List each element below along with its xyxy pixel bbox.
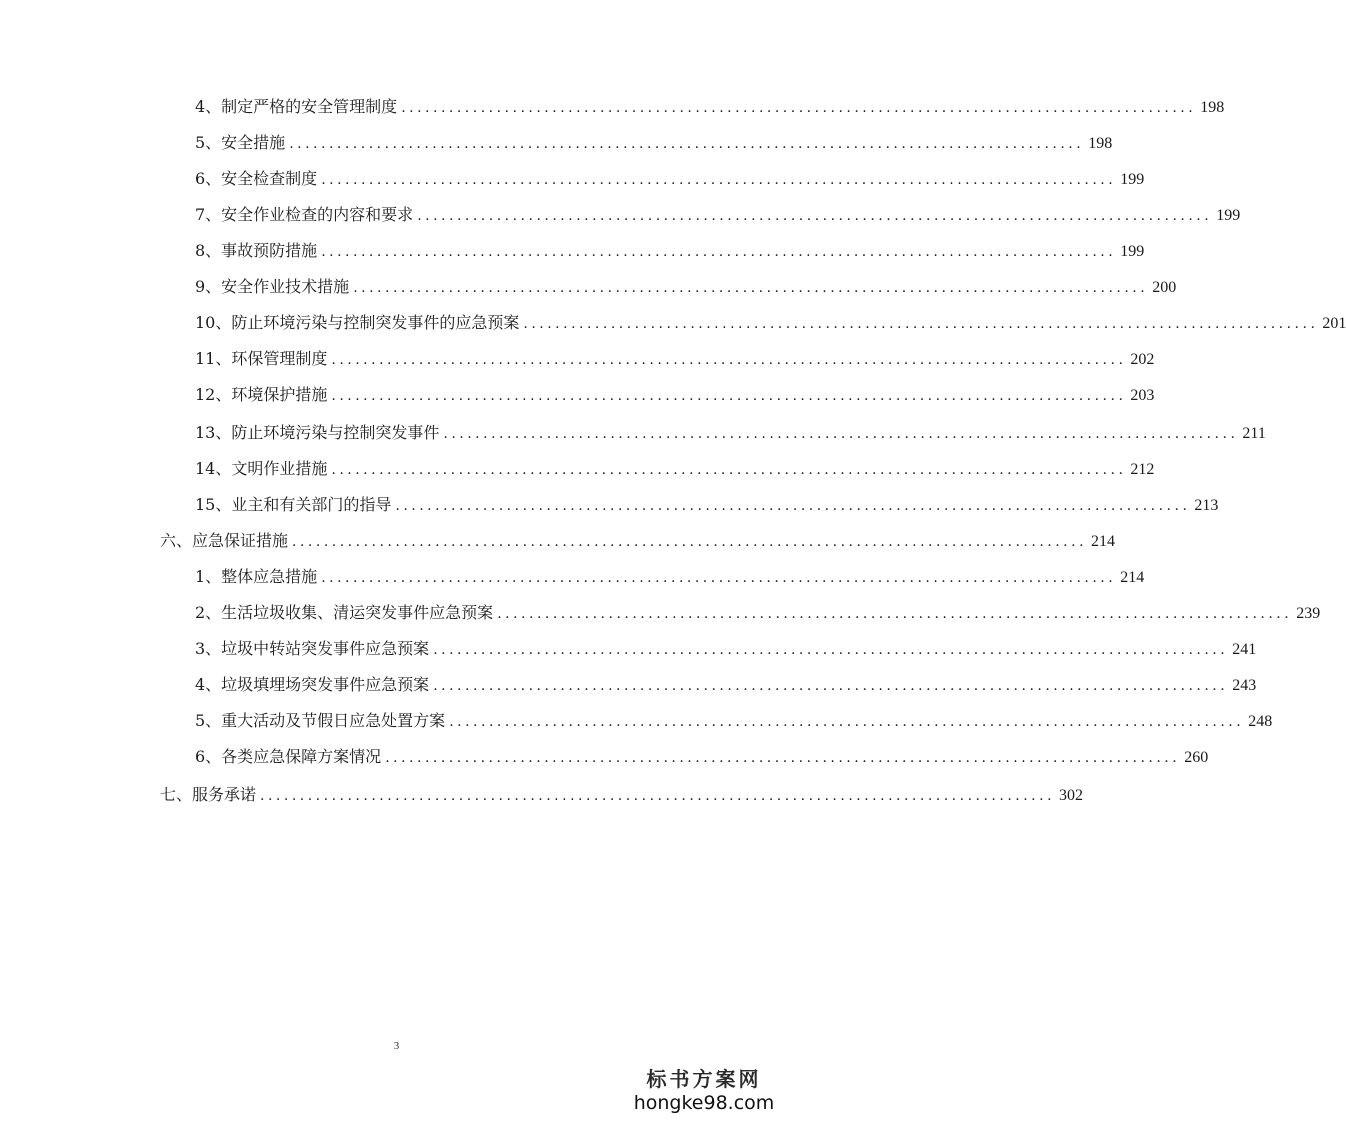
page-number: 3 <box>393 1040 400 1052</box>
toc-entry[interactable] <box>195 383 1155 407</box>
toc-leader-dots: .................................................................................................... <box>497 606 1293 622</box>
toc-entry-page: 199 <box>1120 243 1145 260</box>
toc-entry-title: 3、垃圾中转站突发事件应急预案 <box>195 639 430 658</box>
toc-leader-dots: .................................................................................................... <box>292 534 1088 550</box>
toc-leader-dots: .................................................................................................... <box>321 244 1117 260</box>
toc-entry-title: 5、安全措施 <box>195 133 286 152</box>
toc-entry[interactable] <box>195 421 1266 445</box>
toc-entry-page: 201 <box>1322 315 1346 332</box>
toc-leader-dots: .................................................................................................... <box>331 462 1127 478</box>
toc-entry-title: 15、业主和有关部门的指导 <box>195 495 392 514</box>
toc-entry[interactable] <box>195 709 1273 733</box>
toc-entry-page: 214 <box>1120 569 1145 586</box>
toc-leader-dots: .................................................................................................... <box>260 788 1056 804</box>
toc-entry[interactable] <box>195 673 1257 697</box>
toc-entry-chapter[interactable] <box>160 783 1084 807</box>
toc-leader-dots: .................................................................................................... <box>321 570 1117 586</box>
toc-entry[interactable] <box>195 239 1145 263</box>
toc-leader-dots: .................................................................................................... <box>385 750 1181 766</box>
toc-entry-title: 6、安全检查制度 <box>195 169 318 188</box>
toc-entry-title: 六、应急保证措施 <box>160 531 289 550</box>
toc-entry[interactable] <box>195 95 1225 119</box>
toc-leader-dots: .................................................................................................... <box>395 498 1191 514</box>
toc-leader-dots: .................................................................................................... <box>523 316 1319 332</box>
toc-entry-title: 10、防止环境污染与控制突发事件的应急预案 <box>195 313 520 332</box>
toc-entry-page: 212 <box>1130 461 1155 478</box>
toc-leader-dots: .................................................................................................... <box>449 714 1245 730</box>
toc-entry-chapter[interactable] <box>160 529 1116 553</box>
toc-entry-page: 200 <box>1152 279 1177 296</box>
toc-leader-dots: .................................................................................................... <box>433 642 1229 658</box>
toc-entry-page: 213 <box>1194 497 1219 514</box>
toc-entry-page: 211 <box>1242 425 1266 442</box>
toc-entry-title: 11、环保管理制度 <box>195 349 328 368</box>
toc-leader-dots: .................................................................................................... <box>443 426 1239 442</box>
toc-entry[interactable] <box>195 347 1155 371</box>
toc-leader-dots: .................................................................................................... <box>331 352 1127 368</box>
toc-entry-page: 198 <box>1088 135 1113 152</box>
toc-entry-title: 8、事故预防措施 <box>195 241 318 260</box>
toc-entry[interactable] <box>195 203 1241 227</box>
watermark-logo <box>629 1066 779 1114</box>
toc-entry-title: 1、整体应急措施 <box>195 567 318 586</box>
toc-leader-dots: .................................................................................................... <box>331 388 1127 404</box>
watermark-site-name: 标书方案网 <box>646 1067 762 1091</box>
toc-entry-page: 239 <box>1296 605 1321 622</box>
toc-entry-title: 14、文明作业措施 <box>195 459 328 478</box>
toc-leader-dots: .................................................................................................... <box>321 172 1117 188</box>
toc-entry[interactable] <box>195 565 1145 589</box>
toc-entry-page: 203 <box>1130 387 1155 404</box>
toc-entry-page: 198 <box>1200 99 1225 116</box>
toc-leader-dots: .................................................................................................... <box>417 208 1213 224</box>
toc-entry-page: 241 <box>1232 641 1257 658</box>
toc-entry-title: 4、制定严格的安全管理制度 <box>195 97 398 116</box>
toc-entry-title: 7、安全作业检查的内容和要求 <box>195 205 414 224</box>
toc-entry-page: 199 <box>1120 171 1145 188</box>
toc-entry-title: 七、服务承诺 <box>160 785 257 804</box>
toc-entry[interactable] <box>195 601 1321 625</box>
toc-entry-page: 302 <box>1059 787 1084 804</box>
toc-entry[interactable] <box>195 637 1257 661</box>
toc-leader-dots: .................................................................................................... <box>401 100 1197 116</box>
toc-entry-page: 248 <box>1248 713 1273 730</box>
toc-entry-page: 260 <box>1184 749 1209 766</box>
toc-entry-page: 202 <box>1130 351 1155 368</box>
watermark-domain: hongke98.com <box>633 1092 775 1114</box>
toc-entry-page: 214 <box>1091 533 1116 550</box>
toc-entry-title: 9、安全作业技术措施 <box>195 277 350 296</box>
toc-entry[interactable] <box>195 745 1209 769</box>
toc-entry-title: 2、生活垃圾收集、清运突发事件应急预案 <box>195 603 494 622</box>
toc-entry[interactable] <box>195 493 1219 517</box>
toc-entry-page: 199 <box>1216 207 1241 224</box>
toc-entry[interactable] <box>195 131 1113 155</box>
toc-entry[interactable] <box>195 457 1155 481</box>
toc-leader-dots: .................................................................................................... <box>433 678 1229 694</box>
toc-entry-title: 5、重大活动及节假日应急处置方案 <box>195 711 446 730</box>
toc-entry-title: 13、防止环境污染与控制突发事件 <box>195 423 440 442</box>
toc-entry-page: 243 <box>1232 677 1257 694</box>
toc-entry[interactable] <box>195 311 1346 335</box>
toc-entry[interactable] <box>195 275 1177 299</box>
toc-entry-title: 6、各类应急保障方案情况 <box>195 747 382 766</box>
toc-entry[interactable] <box>195 167 1145 191</box>
toc-entry-title: 4、垃圾填埋场突发事件应急预案 <box>195 675 430 694</box>
toc-leader-dots: .................................................................................................... <box>353 280 1149 296</box>
toc-entry-title: 12、环境保护措施 <box>195 385 328 404</box>
toc-leader-dots: .................................................................................................... <box>289 136 1085 152</box>
